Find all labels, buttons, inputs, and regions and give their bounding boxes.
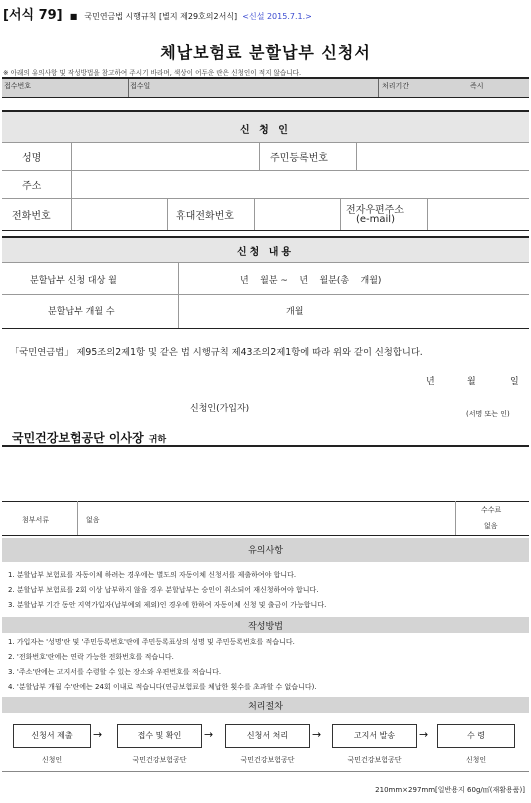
square-bullet-icon: ■ <box>69 12 78 21</box>
form-header <box>3 4 528 24</box>
name-field[interactable] <box>72 143 259 169</box>
step-send-box: 고지서 발송 <box>332 724 417 748</box>
divider <box>427 198 428 230</box>
attachments-label: 첨부서류 <box>22 516 50 524</box>
receipt-row <box>2 79 529 97</box>
caution-item: 1. 분할납부 보험료를 자동이체 하려는 경우에는 별도의 자동이체 신청서를 제출하여야 합니다. <box>8 571 297 579</box>
procedure-title: 처리절차 <box>248 702 283 712</box>
statement-text: 「국민연금법」 제95조의2제1항 및 같은 법 시행규칙 제43조의2제1항에 따라 위와 같이 신청합니다. <box>10 347 423 358</box>
divider <box>2 535 529 536</box>
email-label-sub: (e-mail) <box>356 214 395 225</box>
step-actor: 국민건강보험공단 <box>347 756 402 764</box>
arrow-right-icon: → <box>93 728 103 741</box>
document-title: 체납보험료 분할납부 신청서 <box>160 43 371 62</box>
recipient-name: 국민건강보험공단 이사장 <box>12 431 144 445</box>
divider <box>2 445 529 447</box>
divider <box>2 771 529 772</box>
address-label: 주소 <box>22 181 42 192</box>
divider <box>71 198 72 230</box>
fee-value: 없음 <box>484 522 498 530</box>
attachments-value: 없음 <box>86 516 100 524</box>
divider <box>2 328 529 329</box>
date-day: 일 <box>510 377 519 387</box>
phone-field[interactable] <box>72 199 167 229</box>
divider <box>2 501 529 502</box>
paper-spec: 210mm×297mm[일반용지 60g/㎡(재활용품)] <box>375 786 525 794</box>
date-year: 년 <box>426 377 435 387</box>
divider <box>259 142 260 170</box>
recipient <box>12 427 166 446</box>
rrn-label: 주민등록번호 <box>270 153 328 164</box>
processing-period-label: 처리기간 <box>382 82 410 90</box>
divider <box>2 262 529 263</box>
instruction-item: 3. '주소'란에는 고지서를 수령할 수 있는 장소와 우편번호를 적습니다. <box>8 668 222 676</box>
step-actor: 국민건강보험공단 <box>132 756 187 764</box>
divider <box>71 142 72 170</box>
divider <box>77 501 78 535</box>
mobile-label: 휴대전화번호 <box>176 211 234 222</box>
date-month: 월 <box>467 377 476 387</box>
step-actor: 국민건강보험공단 <box>240 756 295 764</box>
arrow-right-icon: → <box>312 728 322 741</box>
instruction-item: 1. 가입자는 '성명'란 및 '주민등록번호'란에 주민등록표상의 성명 및 주민등록번호를 적습니다. <box>8 638 295 646</box>
caution-item: 3. 분할납부 기간 동안 지역가입자(납부예외 제외)인 경우에 한하여 자동이체 신청 및 출금이 가능합니다. <box>8 601 327 609</box>
revision-note: <신설 2015.7.1.> <box>242 12 312 21</box>
arrow-right-icon: → <box>204 728 214 741</box>
divider <box>178 262 179 328</box>
sign-note: (서명 또는 인) <box>466 410 510 418</box>
divider <box>455 501 456 535</box>
cautions-title: 유의사항 <box>248 546 283 556</box>
content-section-title: 신청 내용 <box>236 247 295 258</box>
rrn-field[interactable] <box>357 143 529 169</box>
step-actor: 신청인 <box>41 756 63 764</box>
step-receipt-box: 수 령 <box>437 724 515 748</box>
name-label: 성명 <box>22 153 42 164</box>
fee-label: 수수료 <box>481 506 502 514</box>
form-number: [서식 79] <box>3 8 63 23</box>
email-label: 전자우편주소 <box>346 205 404 216</box>
target-month-value[interactable]: 년 월분 ~ 년 월분(총 개월) <box>240 276 382 286</box>
notice-text: ※ 아래의 유의사항 및 작성방법을 참고하여 주시기 바라며, 색상이 어두운 란은 신청인이 적지 않습니다. <box>3 69 302 77</box>
target-month-label: 분할납부 신청 대상 월 <box>30 276 117 286</box>
divider <box>378 79 379 97</box>
step-actor: 신청인 <box>465 756 487 764</box>
caution-item: 2. 분할납부 보험료를 2회 이상 납부하지 않을 경우 분할납부는 승인이 취소되어 재신청하여야 합니다. <box>8 586 319 594</box>
divider <box>340 198 341 230</box>
receipt-date-label: 접수일 <box>130 82 151 90</box>
instruction-item: 2. '전화번호'란에는 연락 가능한 전화번호를 적습니다. <box>8 653 174 661</box>
phone-label: 전화번호 <box>12 211 51 222</box>
signer-label: 신청인(가입자) <box>190 404 250 414</box>
email-field[interactable] <box>428 199 529 229</box>
divider <box>254 198 255 230</box>
divider <box>2 230 529 231</box>
months-label: 분할납부 개월 수 <box>48 307 115 317</box>
receipt-number-label: 접수번호 <box>4 82 32 90</box>
instructions-title: 작성방법 <box>248 622 283 632</box>
divider <box>356 142 357 170</box>
law-reference: 국민연금법 시행규칙 [별지 제29호의2서식] <box>84 12 238 21</box>
months-value[interactable]: 개월 <box>286 307 304 317</box>
applicant-section-title: 신 청 인 <box>240 125 291 136</box>
divider <box>2 294 529 295</box>
divider <box>71 170 72 198</box>
divider <box>2 97 529 98</box>
processing-period-value: 즉시 <box>470 82 484 90</box>
step-submit-box: 신청서 제출 <box>13 724 91 748</box>
recipient-suffix: 귀하 <box>148 435 167 445</box>
step-process-box: 신청서 처리 <box>225 724 310 748</box>
instruction-item: 4. '분할납부 개월 수'란에는 24회 이내로 적습니다(연금보험료를 체납한 횟수를 초과할 수 없습니다). <box>8 683 317 691</box>
mobile-field[interactable] <box>255 199 338 229</box>
address-field[interactable] <box>72 171 529 197</box>
divider <box>167 198 168 230</box>
divider <box>128 79 129 97</box>
step-receive-box: 접수 및 확인 <box>117 724 202 748</box>
arrow-right-icon: → <box>419 728 429 741</box>
